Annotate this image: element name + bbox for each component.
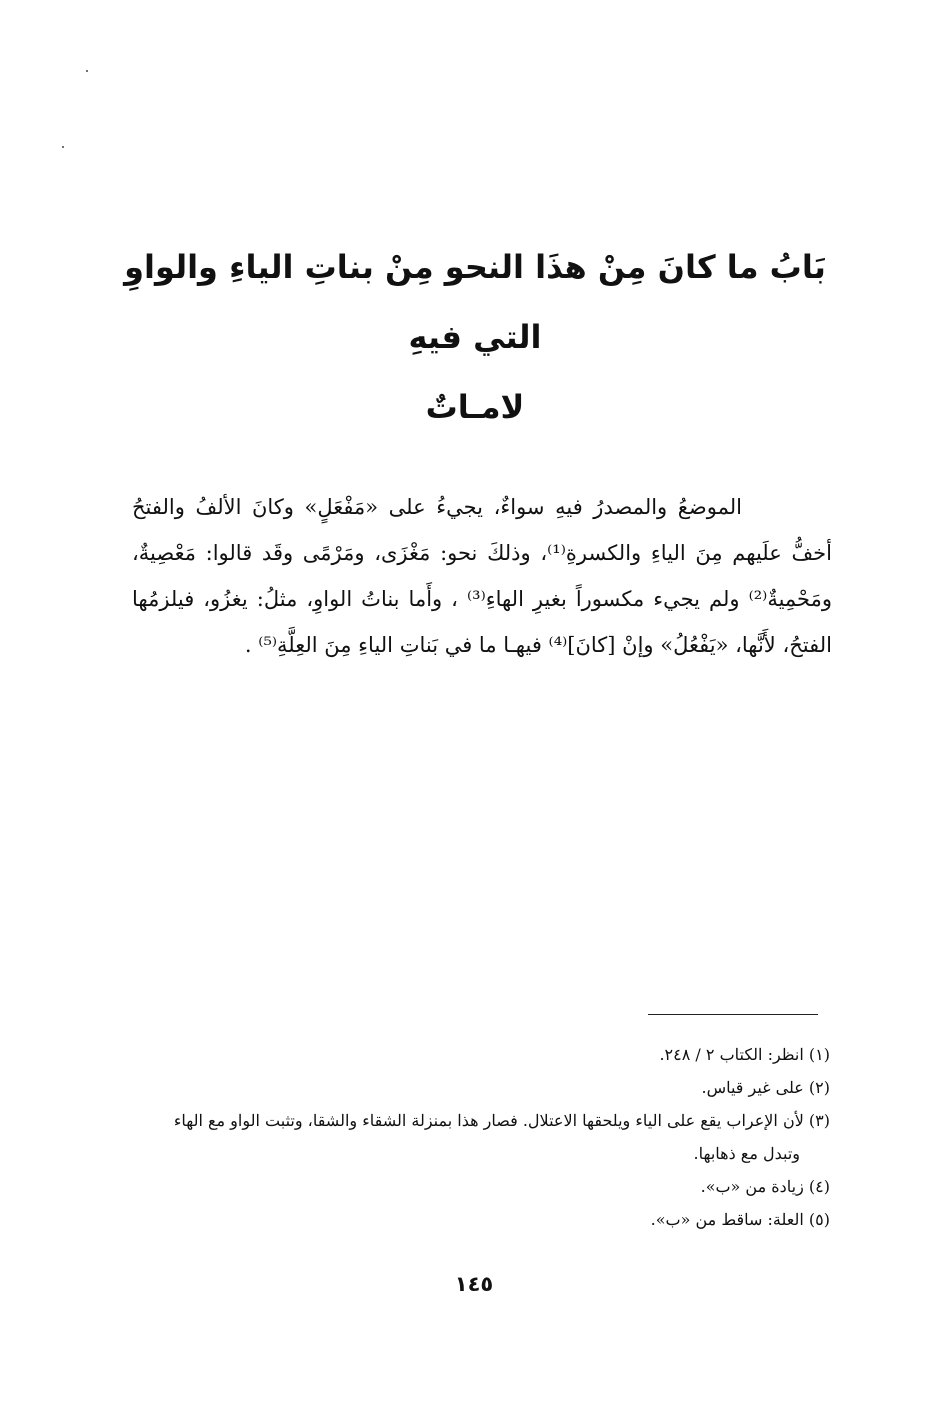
main-text <box>132 484 832 668</box>
footnote-separator <box>648 1014 818 1015</box>
footnote-4: (٤) زيادة من «ب». <box>700 1177 830 1196</box>
chapter-title <box>110 232 840 442</box>
footnote-3: (٣) لأن الإعراب يقع على الياء ويلحقها الاعتلال. فصار هذا بمنزلة الشقاء والشقا، وتثبت الواو مع الهاء وتبدل مع ذهابها. <box>173 1111 830 1163</box>
body-paragraph: الموضعُ والمصدرُ فيهِ سواءٌ، يجيءُ على «مَفْعَلٍ» وكانَ الألفُ والفتحُ أخفُّ علَيهم مِنَ الياءِ والكسرةِ⁽¹⁾، وذلكَ نحو: مَغْزَى، ومَرْمًى وقَد قالوا: مَعْصِيةٌ، ومَحْمِيةٌ⁽²⁾ ولم يجيء مكسوراً بغيرِ الهاءِ⁽³⁾ ، وأَما بناتُ الواوِ، مثلُ: يغزُو، فيلزمُها الفتحُ، لأَنَّها، «يَفْعُلُ» وإنْ [كانَ]⁽⁴⁾ فيهـا ما في بَناتِ الياءِ مِنَ العِلَّةِ⁽⁵⁾ . <box>132 495 833 657</box>
chapter-title-line-2: لامـاتٌ <box>425 388 525 426</box>
scan-speck <box>86 70 88 72</box>
chapter-title-line-1: بَابُ ما كانَ مِنْ هذَا النحو مِنْ بناتِ الياءِ والواوِ التي فيهِ <box>124 248 826 356</box>
footnote-5: (٥) العلة: ساقط من «ب». <box>650 1210 830 1229</box>
footnote-1: (١) انظر: الكتاب ٢ / ٢٤٨. <box>659 1045 830 1064</box>
footnotes <box>150 1038 830 1236</box>
page-number: ١٤٥ <box>454 1272 494 1296</box>
footnote-2: (٢) على غير قياس. <box>701 1078 830 1097</box>
scan-speck <box>62 146 64 148</box>
